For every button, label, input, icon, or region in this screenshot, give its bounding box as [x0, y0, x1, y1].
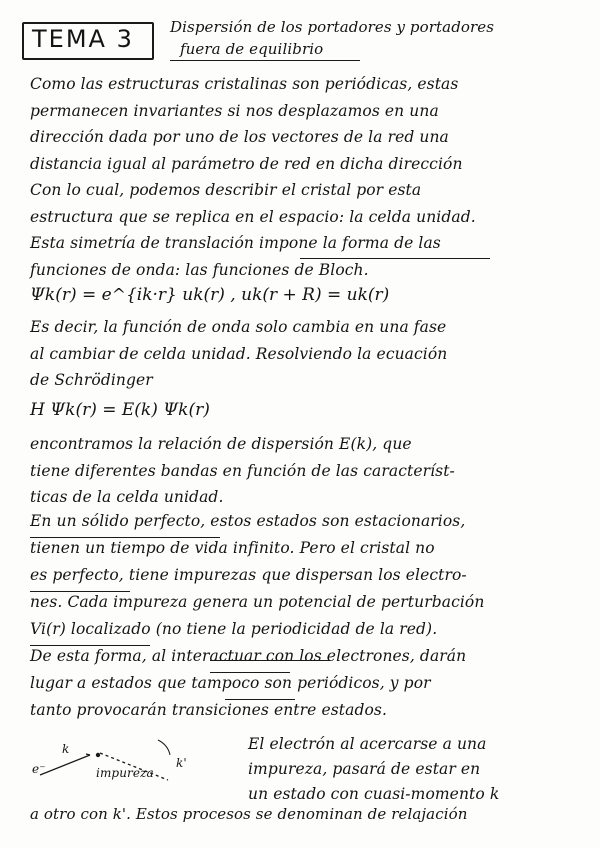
text-line: Esta simetría de translación impone la forma de las [30, 234, 441, 252]
underline [210, 672, 290, 673]
title-underline [170, 60, 360, 61]
text-line: Con lo cual, podemos describir el cristal por esta [30, 181, 422, 199]
scattering-diagram [28, 735, 228, 795]
text-line: tienen un tiempo de vida infinito. Pero el cristal no [30, 539, 435, 557]
text-line: Como las estructuras cristalinas son periódicas, estas [30, 75, 459, 93]
underline [30, 645, 150, 646]
underline [30, 591, 130, 592]
chapter-title-line2: fuera de equilibrio [180, 40, 324, 58]
electron-label: e⁻ [32, 762, 46, 776]
text-line: de Schrödinger [30, 371, 153, 389]
text-line: estructura que se replica en el espacio: la celda unidad. [30, 207, 476, 226]
text-line: permanecen invariantes si nos desplazamos en una [30, 101, 439, 120]
text-line: Es decir, la función de onda solo cambia en una fase [30, 318, 447, 336]
underline [210, 660, 330, 661]
text-line: El electrón al acercarse a una [248, 735, 487, 753]
text-line: a otro con k'. Estos procesos se denominan de relajación [30, 805, 468, 823]
chapter-title-line1: Dispersión de los portadores y portadores [170, 18, 495, 36]
curve-mark [158, 740, 170, 755]
impurity-dot [96, 753, 100, 757]
tema-label: TEMA 3 [32, 25, 134, 53]
text-line: Vi(r) localizado (no tiene la periodicidad de la red). [30, 620, 438, 638]
bloch-formula: Ψk(r) = e^{ik·r} uk(r) , uk(r + R) = uk(r) [30, 285, 390, 305]
underline [300, 258, 490, 259]
impurity-label: impureza [96, 766, 154, 780]
text-line: distancia igual al parámetro de red en dicha dirección [30, 154, 463, 173]
text-line: encontramos la relación de dispersión E(k), que [30, 435, 412, 453]
text-line: impureza, pasará de estar en [248, 760, 481, 778]
text-line: lugar a estados que tampoco son periódicos, y por [30, 674, 431, 692]
k-label: k [62, 742, 70, 756]
text-line: es perfecto, tiene impurezas que dispersan los electro- [30, 566, 467, 584]
underline [30, 537, 220, 538]
text-line: al cambiar de celda unidad. Resolviendo la ecuación [30, 344, 448, 363]
text-line: En un sólido perfecto, estos estados son estacionarios, [30, 512, 466, 530]
text-line: De esta forma, al interactuar con los electrones, darán [30, 647, 467, 665]
schrodinger-formula: H Ψk(r) = E(k) Ψk(r) [30, 400, 210, 420]
text-line: ticas de la celda unidad. [30, 488, 224, 506]
kprime-label: k' [176, 756, 187, 770]
text-line: tiene diferentes bandas en función de las característ- [30, 461, 455, 480]
text-line: un estado con cuasi-momento k [248, 785, 500, 803]
text-line: funciones de onda: las funciones de Bloch. [30, 260, 369, 279]
text-line: dirección dada por uno de los vectores de la red una [30, 128, 449, 146]
text-line: nes. Cada impureza genera un potencial de perturbación [30, 593, 485, 611]
underline [225, 699, 295, 700]
incoming-electron-arrow [40, 755, 90, 775]
text-line: tanto provocarán transiciones entre estados. [30, 701, 387, 719]
